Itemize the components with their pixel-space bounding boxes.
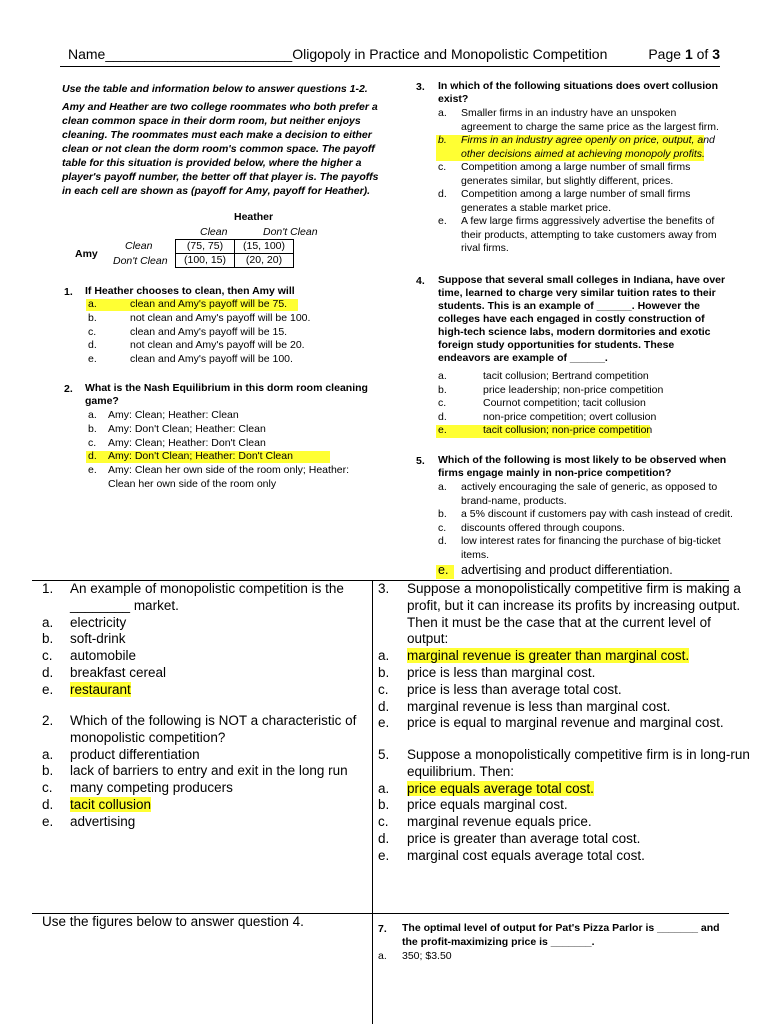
- option-text: clean and Amy's payoff will be 75.: [130, 298, 288, 310]
- option-text: clean and Amy's payoff will be 100.: [130, 353, 293, 366]
- option-text: advertising and product differentiation.: [461, 563, 673, 577]
- question-text: The optimal level of output for Pat's Pizza Parlor is _______ and: [402, 922, 720, 934]
- scenario-line: clean or not clean the dorm room's common space. The payoff: [62, 143, 375, 155]
- option-text: 350; $3.50: [402, 950, 452, 962]
- question-text: equilibrium. Then:: [407, 763, 515, 779]
- option-letter: e.: [378, 847, 390, 863]
- question-number: 1.: [64, 286, 73, 298]
- instructions: Use the table and information below to answer questions 1-2.: [62, 83, 368, 95]
- payoff-cell: (20, 20): [235, 254, 294, 268]
- question-number: 5.: [416, 455, 425, 467]
- option-letter: a.: [378, 780, 390, 796]
- option-letter: c.: [438, 161, 447, 173]
- question-text: firms engage mainly in non-price competition?: [438, 467, 672, 479]
- page-indicator: [648, 46, 720, 62]
- question-text: time, learned to charge very similar tuition rates to their: [438, 287, 716, 299]
- payoff-cell: (100, 15): [176, 254, 235, 268]
- question-number: 5.: [378, 747, 390, 762]
- option-text: price equals average total cost.: [407, 780, 594, 796]
- option-letter: a.: [42, 746, 54, 762]
- option-text: price equals marginal cost.: [407, 797, 568, 813]
- question-text: monopolistic competition?: [70, 729, 226, 745]
- option-text: tacit collusion; non-price competition: [483, 424, 653, 436]
- option-text: Amy: Clean; Heather: Don't Clean: [108, 436, 266, 449]
- question-text: foreign study opportunities for students. These: [438, 339, 675, 351]
- payoff-cell: (15, 100): [235, 240, 294, 254]
- payoff-row-player: Amy: [75, 248, 98, 260]
- option-letter: d.: [378, 831, 390, 846]
- payoff-table: [175, 239, 294, 268]
- option-text: clean and Amy's payoff will be 15.: [130, 325, 288, 338]
- scenario-paragraph: [62, 100, 380, 198]
- payoff-col-label: Clean: [200, 226, 228, 238]
- option-letter: b.: [438, 134, 447, 146]
- option-text: marginal revenue equals price.: [407, 814, 592, 830]
- option-text: soft-drink: [70, 631, 126, 647]
- option-letter: c.: [438, 397, 447, 409]
- scenario-line: cleaning. The roommates must each make a decision to either: [62, 129, 372, 141]
- payoff-col-player: Heather: [234, 211, 274, 223]
- option-text: a 5% discount if customers pay with cash instead of credit.: [461, 508, 733, 520]
- payoff-row-label: Clean: [125, 240, 153, 252]
- scenario-line: Amy and Heather are two college roommates who both prefer a: [62, 101, 378, 113]
- option-text: not clean and Amy's payoff will be 20.: [130, 339, 305, 352]
- option-letter: e.: [438, 563, 449, 577]
- question-text: If Heather chooses to clean, then Amy will: [85, 285, 295, 297]
- header-title-line: [68, 46, 607, 62]
- question-text: Suppose a monopolistically competitive firm is in long-run: [407, 747, 750, 762]
- question-text: the profit-maximizing price is _______.: [402, 936, 595, 948]
- option-letter: c.: [42, 780, 53, 796]
- header-rule: [60, 66, 720, 67]
- option-letter: e.: [88, 353, 97, 366]
- option-letter: b.: [378, 665, 390, 680]
- option-letter: a.: [438, 481, 447, 493]
- option-letter: b.: [42, 631, 54, 647]
- option-letter: a.: [378, 648, 390, 664]
- option-letter: e.: [88, 464, 97, 477]
- option-text: Competition among a large number of small firms: [461, 188, 691, 200]
- option-text: price leadership; non-price competition: [483, 383, 664, 396]
- option-text: Amy: Don't Clean; Heather: Don't Clean: [108, 450, 293, 463]
- question-text: students. This is an example of ______. However the: [438, 300, 701, 312]
- option-text: Amy: Clean her own side of the room only; Heather:: [108, 464, 350, 477]
- option-text: brand-name, products.: [461, 494, 567, 507]
- question-number: 3.: [378, 581, 390, 596]
- option-letter: d.: [42, 665, 54, 680]
- option-letter: b.: [438, 383, 447, 396]
- option-text: actively encouraging the sale of generic, as opposed to: [461, 481, 718, 493]
- option-text: tacit collusion; Bertrand competition: [483, 370, 649, 382]
- option-text: lack of barriers to entry and exit in the long run: [70, 763, 348, 779]
- option-letter: d.: [378, 698, 390, 714]
- question-text: output:: [407, 631, 449, 647]
- option-text: discounts offered through coupons.: [461, 521, 625, 534]
- option-letter: b.: [42, 763, 54, 779]
- question-text: An example of monopolistic competition is the: [70, 581, 344, 596]
- page-prefix: Page: [648, 46, 685, 62]
- option-letter: b.: [88, 422, 97, 435]
- option-text: product differentiation: [70, 746, 200, 762]
- option-text: many competing producers: [70, 780, 233, 796]
- scenario-line: clean common space in their dorm room, but neither enjoys: [62, 115, 361, 127]
- question-number: 2.: [64, 383, 73, 395]
- option-text: Smaller firms in an industry have an unspoken: [461, 107, 677, 119]
- option-text: marginal revenue is less than marginal cost.: [407, 698, 671, 714]
- question-text: high-tech science labs, modern dormitories and exotic: [438, 326, 711, 338]
- option-letter: a.: [42, 614, 54, 630]
- option-letter: d.: [438, 535, 447, 547]
- option-text: agreement to charge the same price as the largest firm.: [461, 120, 719, 133]
- option-letter: d.: [438, 410, 447, 423]
- option-letter: a.: [438, 107, 447, 119]
- question-text: What is the Nash Equilibrium in this dorm room cleaning: [85, 382, 368, 394]
- option-text: items.: [461, 548, 490, 561]
- option-text: restaurant: [70, 681, 131, 697]
- option-text: Clean her own side of the room only: [108, 478, 277, 490]
- option-text: rival firms.: [461, 242, 509, 254]
- option-letter: a.: [88, 298, 97, 310]
- question-number: 7.: [378, 923, 387, 935]
- option-letter: d.: [438, 188, 447, 200]
- option-text: price is less than average total cost.: [407, 681, 622, 697]
- option-letter: d.: [88, 339, 97, 352]
- question-text: game?: [85, 395, 119, 407]
- option-letter: c.: [378, 681, 389, 697]
- option-text: breakfast cereal: [70, 665, 167, 680]
- option-letter: c.: [378, 814, 389, 830]
- option-letter: e.: [438, 424, 447, 436]
- option-letter: c.: [42, 648, 53, 664]
- option-text: their products, attempting to take customers away from: [461, 228, 717, 241]
- option-text: Firms in an industry agree openly on price, output, and: [461, 134, 715, 146]
- option-letter: d.: [88, 450, 97, 463]
- option-text: electricity: [70, 614, 127, 630]
- option-letter: a.: [438, 370, 447, 382]
- figures-instruction: Use the figures below to answer question 4.: [42, 914, 304, 929]
- question-text: Suppose that several small colleges in Indiana, have over: [438, 274, 726, 286]
- scenario-line: table for this situation is provided below, where the higher a: [62, 157, 362, 169]
- option-text: price is equal to marginal revenue and marginal cost.: [407, 715, 724, 731]
- column-divider: [372, 580, 373, 1024]
- payoff-col-label: Don't Clean: [263, 226, 318, 238]
- option-text: generates similar, but slightly different, prices.: [461, 174, 674, 187]
- option-text: advertising: [70, 813, 136, 829]
- option-text: price is greater than average total cost.: [407, 831, 641, 846]
- option-text: Amy: Clean; Heather: Clean: [108, 409, 239, 421]
- payoff-row-label: Don't Clean: [113, 255, 168, 267]
- option-letter: d.: [42, 797, 54, 812]
- question-text: Which of the following is NOT a characteristic of: [70, 713, 357, 728]
- option-text: other decisions aimed at achieving monopoly profits.: [461, 147, 705, 160]
- option-text: generates a stable market price.: [461, 201, 611, 214]
- question-text: profit, but it can increase its profits by increasing output.: [407, 597, 741, 613]
- question-number: 1.: [42, 581, 54, 596]
- option-text: A few large firms aggressively advertise the benefits of: [461, 215, 715, 227]
- page-total: 3: [712, 46, 720, 62]
- option-text: automobile: [70, 648, 137, 664]
- option-text: not clean and Amy's payoff will be 100.: [130, 311, 311, 324]
- option-letter: e.: [42, 681, 54, 697]
- option-letter: b.: [438, 508, 447, 520]
- option-text: non-price competition; overt collusion: [483, 410, 657, 423]
- option-letter: e.: [42, 813, 54, 829]
- question-text: ________ market.: [70, 597, 179, 613]
- option-text: marginal revenue is greater than marginal cost.: [407, 648, 690, 664]
- option-text: marginal cost equals average total cost.: [407, 847, 645, 863]
- name-label: Name________________________: [68, 46, 293, 62]
- question-text: In which of the following situations does overt collusion: [438, 80, 719, 92]
- option-text: low interest rates for financing the purchase of big-ticket: [461, 535, 721, 547]
- scenario-line: in each cell are shown as (payoff for Amy, payoff for Heather).: [62, 185, 371, 197]
- page-of: of: [692, 46, 713, 62]
- option-text: Competition among a large number of small firms: [461, 161, 691, 173]
- option-letter: a.: [88, 409, 97, 421]
- worksheet-title: Oligopoly in Practice and Monopolistic Competition: [292, 46, 608, 62]
- question-text: endeavors are example of ______.: [438, 352, 608, 364]
- question-number: 4.: [416, 275, 425, 287]
- option-text: tacit collusion: [70, 797, 152, 812]
- option-letter: b.: [378, 797, 390, 813]
- option-letter: c.: [438, 521, 447, 534]
- option-letter: b.: [88, 311, 97, 324]
- question-number: 3.: [416, 81, 425, 93]
- page-number: 1: [684, 46, 693, 62]
- option-text: price is less than marginal cost.: [407, 665, 596, 680]
- option-text: Cournot competition; tacit collusion: [483, 397, 646, 409]
- payoff-cell: (75, 75): [176, 240, 235, 254]
- option-letter: c.: [88, 325, 97, 338]
- question-number: 2.: [42, 713, 54, 728]
- question-text: exist?: [438, 93, 469, 105]
- option-letter: e.: [378, 715, 390, 731]
- option-letter: c.: [88, 436, 97, 449]
- question-text: Then it must be the case that at the current level of: [407, 614, 711, 630]
- question-text: Which of the following is most likely to be observed when: [438, 454, 727, 466]
- question-text: colleges have each engaged in costly construction of: [438, 313, 705, 325]
- option-letter: e.: [438, 215, 447, 227]
- question-text: Suppose a monopolistically competitive firm is making a: [407, 581, 741, 596]
- scenario-line: player's payoff number, the better off that player is. The payoffs: [62, 171, 379, 183]
- option-letter: a.: [378, 950, 387, 962]
- option-text: Amy: Don't Clean; Heather: Clean: [108, 422, 266, 435]
